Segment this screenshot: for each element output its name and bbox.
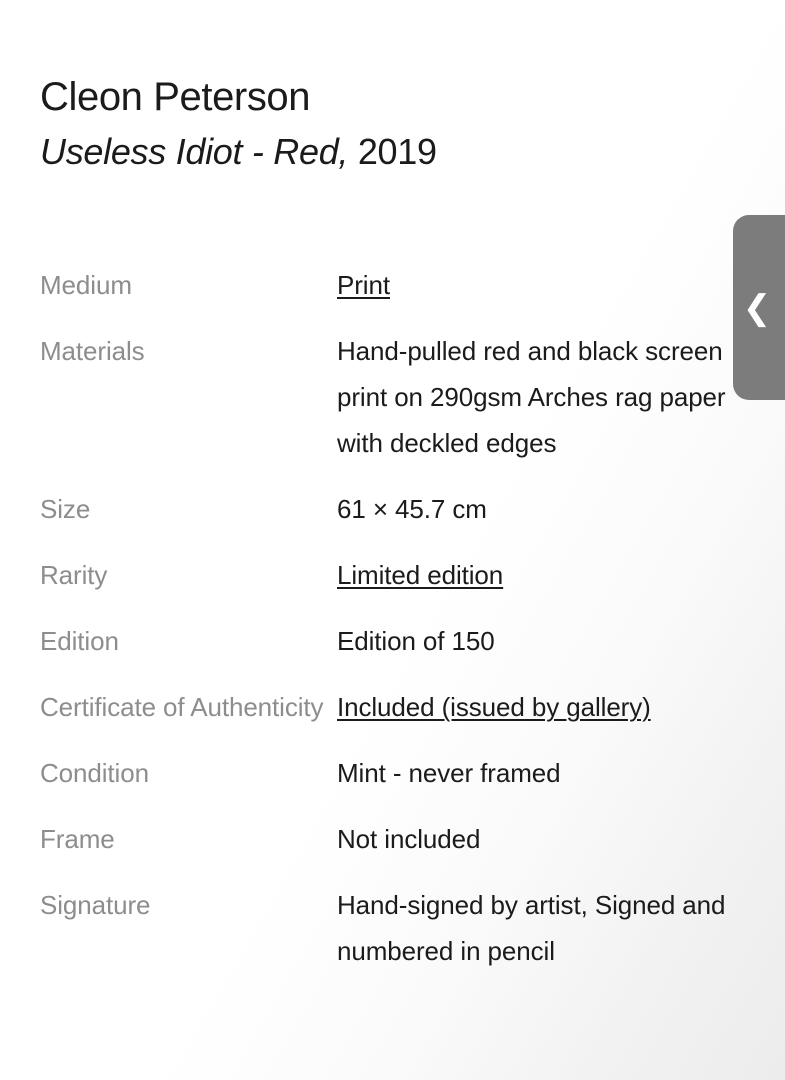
detail-row-condition [40, 750, 745, 796]
detail-value-materials: Hand-pulled red and black screen print on 290gsm Arches rag paper with deckled edges [337, 336, 726, 458]
detail-label: Materials [40, 336, 145, 366]
detail-value-edition: Edition of 150 [337, 626, 495, 656]
detail-row-size [40, 486, 745, 532]
detail-value-rarity[interactable]: Limited edition [337, 560, 504, 590]
detail-value-signature: Hand-signed by artist, Signed and numbered in pencil [337, 890, 726, 966]
detail-label: Signature [40, 890, 151, 920]
detail-label: Edition [40, 626, 119, 656]
detail-label: Condition [40, 758, 149, 788]
artwork-title-line [40, 128, 680, 176]
detail-row-materials [40, 328, 745, 466]
details-list [40, 262, 745, 994]
artwork-year: 2019 [357, 131, 437, 172]
detail-label: Frame [40, 824, 115, 854]
detail-label: Certificate of Authenticity [40, 692, 324, 722]
detail-row-medium [40, 262, 745, 308]
detail-row-edition [40, 618, 745, 664]
detail-row-frame [40, 816, 745, 862]
detail-value-certificate-of-authenticity[interactable]: Included (issued by gallery) [337, 692, 651, 722]
chevron-left-icon: ❮ [742, 288, 772, 327]
detail-value-medium[interactable]: Print [337, 270, 390, 300]
side-drawer-handle[interactable] [733, 215, 785, 400]
artwork-title: Useless Idiot - Red, [40, 131, 349, 172]
title-block [40, 72, 680, 176]
detail-value-size: 61 × 45.7 cm [337, 494, 487, 524]
detail-label: Medium [40, 270, 132, 300]
detail-row-rarity [40, 552, 745, 598]
detail-label: Rarity [40, 560, 108, 590]
detail-value-condition: Mint - never framed [337, 758, 561, 788]
artist-name: Cleon Peterson [40, 75, 311, 119]
detail-label: Size [40, 494, 91, 524]
detail-value-frame: Not included [337, 824, 481, 854]
detail-row-certificate-of-authenticity [40, 684, 745, 730]
detail-row-signature [40, 882, 745, 974]
